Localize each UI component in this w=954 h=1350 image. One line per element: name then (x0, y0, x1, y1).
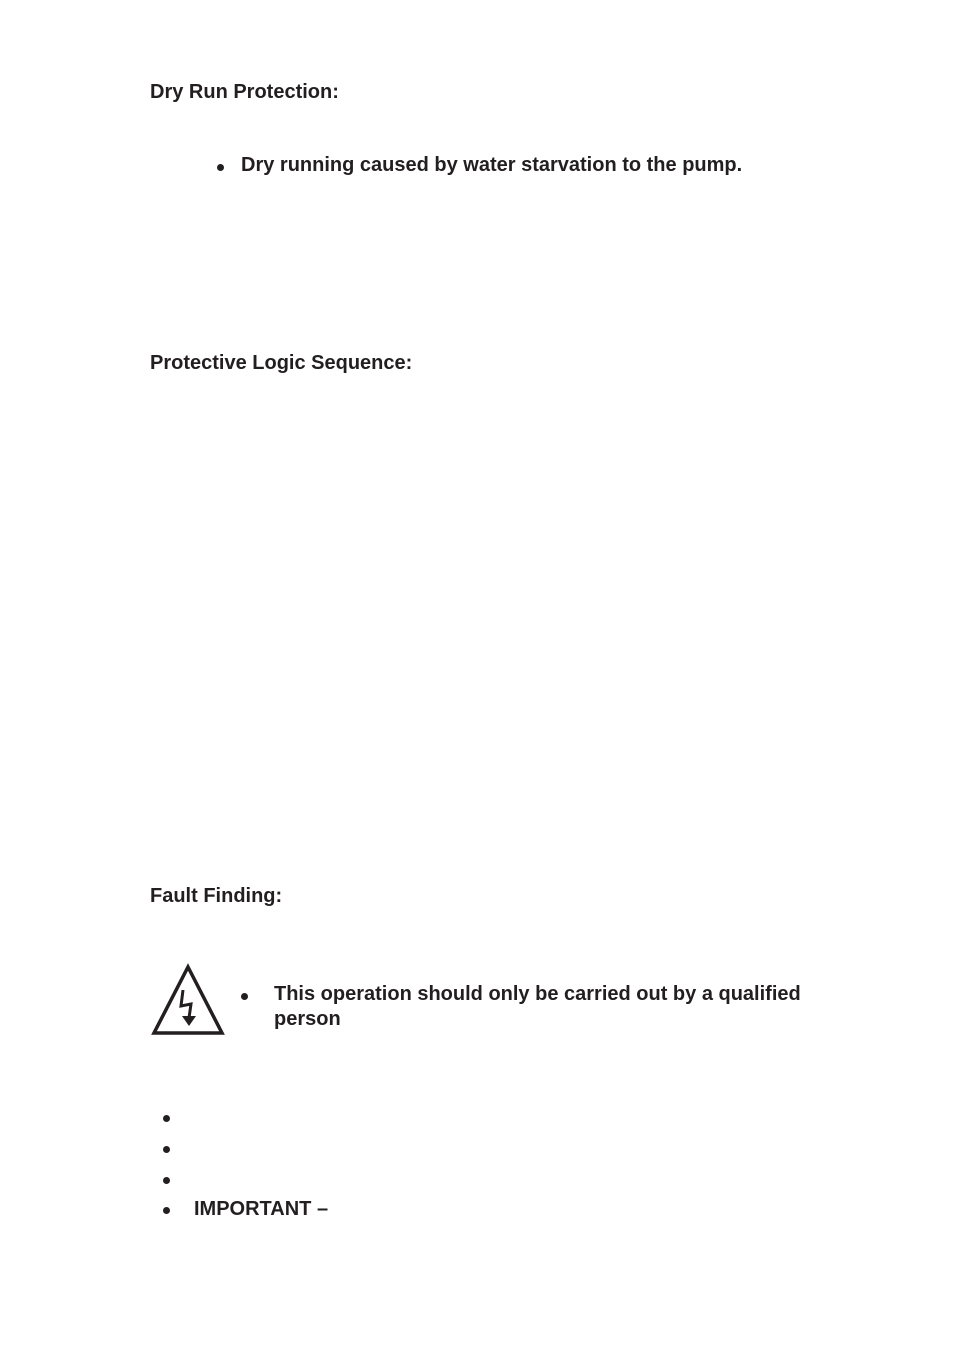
bullet-dot (241, 993, 248, 1000)
fault-list-bullet (163, 1146, 170, 1153)
logic-sequence-heading: Protective Logic Sequence: (150, 352, 413, 374)
fault-finding-heading: Fault Finding: (150, 885, 283, 907)
dry-run-heading: Dry Run Protection: (150, 81, 339, 103)
fault-list-bullet (163, 1207, 170, 1214)
bullet-dot (217, 164, 224, 171)
electrical-hazard-icon (151, 963, 225, 1036)
dry-run-bullet-text: Dry running caused by water starvation to the pump. (241, 154, 743, 176)
fault-list-bullet (163, 1115, 170, 1122)
fault-list-bullet (163, 1177, 170, 1184)
important-label: IMPORTANT – (194, 1198, 329, 1220)
qualified-person-warning: This operation should only be carried out by a qualified person (274, 983, 801, 1030)
